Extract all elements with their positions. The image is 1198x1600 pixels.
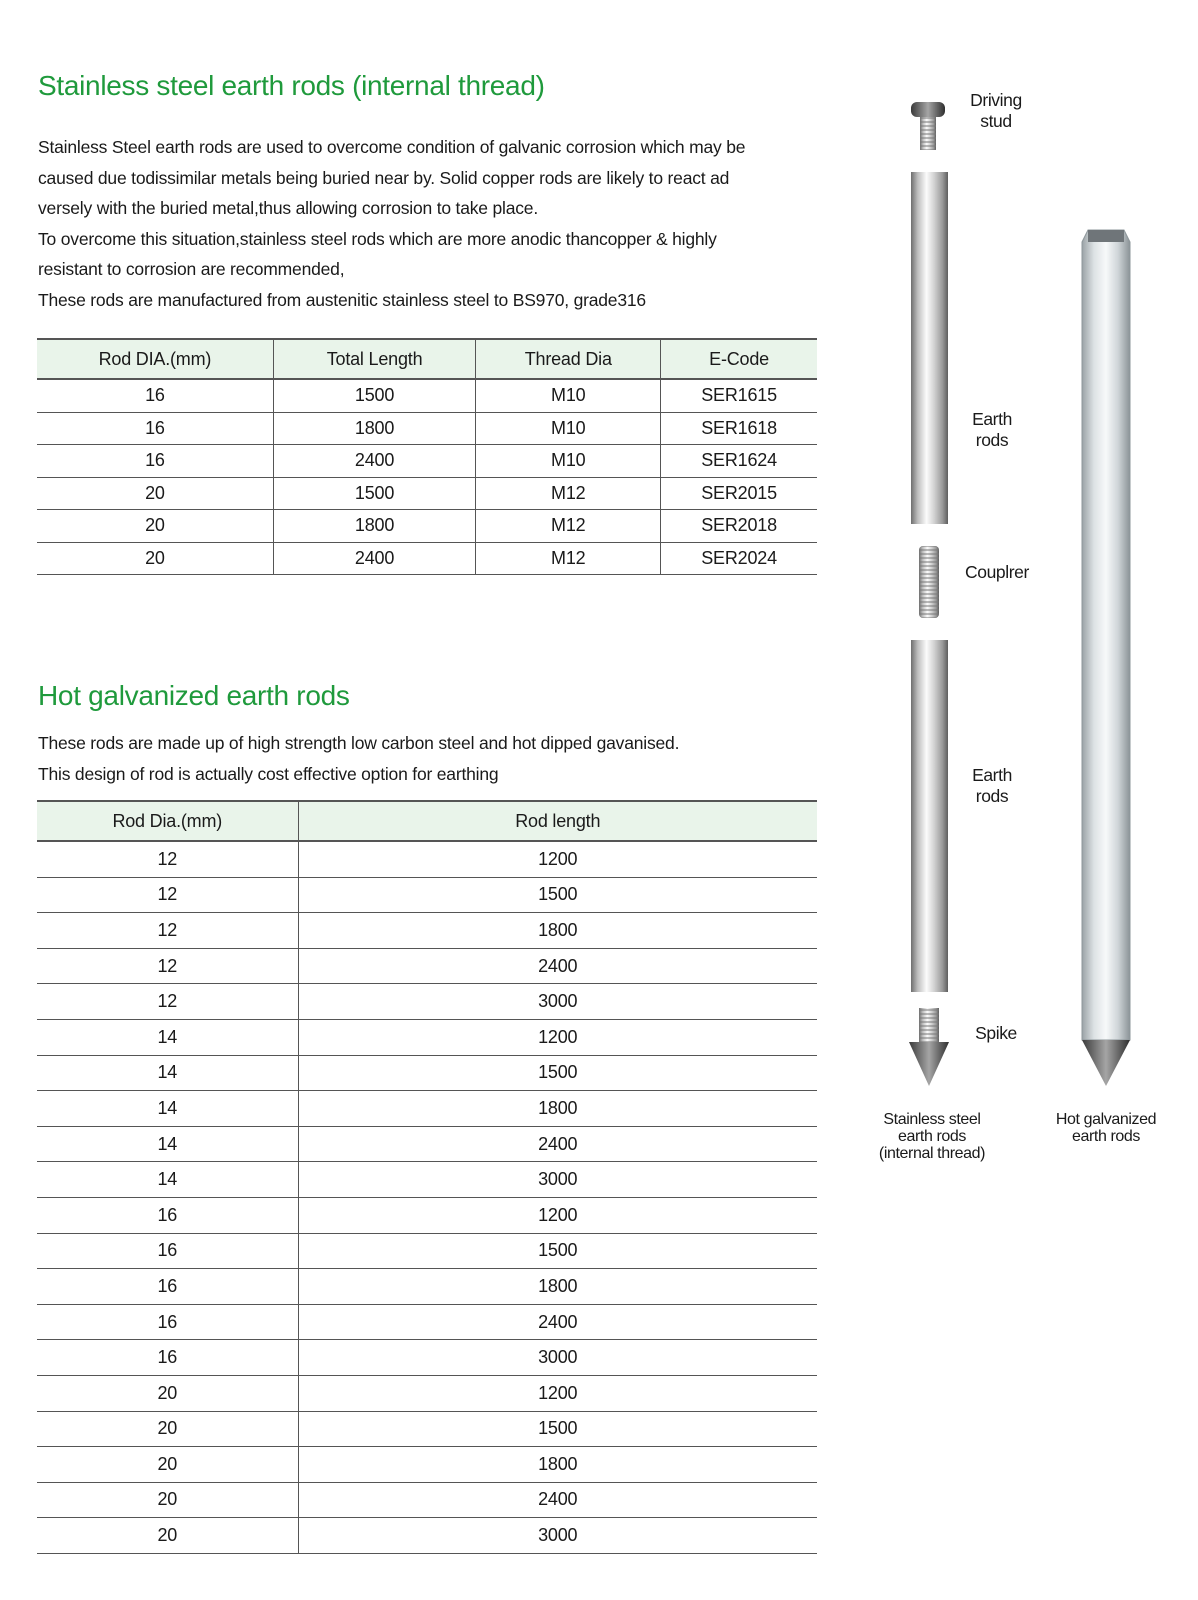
table-row	[37, 913, 817, 949]
table-cell: 14	[37, 1019, 298, 1055]
label-line: Couplrer	[965, 562, 1029, 582]
description-line: This design of rod is actually cost effective option for earthing	[38, 763, 499, 784]
table-header-row	[37, 801, 817, 841]
table-row	[37, 948, 817, 984]
table-cell: 1500	[298, 1411, 817, 1447]
table-row	[37, 510, 817, 543]
header-rod-dia: Rod DIA.(mm)	[37, 339, 273, 379]
description-line: caused due todissimilar metals being buried near by. Solid copper rods are likely to react ad	[38, 167, 730, 188]
table-cell: 1200	[298, 1019, 817, 1055]
earth-rod-icon	[911, 172, 948, 524]
table-cell: 1800	[298, 1269, 817, 1305]
table-row	[37, 1055, 817, 1091]
table-cell: 1800	[298, 913, 817, 949]
table-cell: 2400	[298, 948, 817, 984]
table-cell: 1800	[273, 412, 476, 445]
table-cell: 1500	[298, 1233, 817, 1269]
table-cell: 2400	[298, 1304, 817, 1340]
table-cell: 20	[37, 510, 273, 543]
caption-line: Hot galvanized	[1055, 1111, 1157, 1128]
table-cell: SER1615	[661, 379, 817, 412]
table-cell: 1500	[298, 1055, 817, 1091]
table-cell: 16	[37, 1269, 298, 1305]
header-e-code: E-Code	[661, 339, 817, 379]
driving-stud-icon	[911, 102, 945, 150]
table-cell: 1200	[298, 1197, 817, 1233]
table-cell: 2400	[298, 1126, 817, 1162]
galvanized-rod-icon	[1082, 230, 1130, 1086]
table-cell: 12	[37, 877, 298, 913]
earth-rod-illustration	[860, 80, 1170, 1110]
table-row	[37, 1269, 817, 1305]
label-line: Earth	[972, 765, 1012, 785]
label-line: Driving	[970, 90, 1022, 110]
table-row	[37, 445, 817, 478]
table-cell: 1200	[298, 1375, 817, 1411]
table-cell: 12	[37, 984, 298, 1020]
spike-icon	[909, 1008, 949, 1086]
description-line: Stainless Steel earth rods are used to overcome condition of galvanic corrosion which may be	[38, 137, 746, 157]
table-cell: M10	[476, 445, 661, 478]
galvanized-section-title: Hot galvanized earth rods	[38, 680, 350, 711]
table-cell: 2400	[273, 542, 476, 575]
table-row	[37, 1340, 817, 1376]
table-cell: 1500	[273, 477, 476, 510]
earth-rod-icon	[911, 640, 948, 992]
coupler-label	[955, 562, 1039, 583]
table-header-row	[37, 339, 817, 379]
table-cell: 3000	[298, 984, 817, 1020]
table-row	[37, 477, 817, 510]
table-cell: 14	[37, 1091, 298, 1127]
description-line: versely with the buried metal,thus allowing corrosion to take place.	[38, 198, 538, 218]
table-row	[37, 1411, 817, 1447]
table-cell: SER1618	[661, 412, 817, 445]
table-row	[37, 412, 817, 445]
table-row	[37, 841, 817, 877]
stainless-rods-table	[37, 338, 817, 575]
table-cell: 14	[37, 1162, 298, 1198]
header-rod-length: Rod length	[298, 801, 817, 841]
table-cell: M12	[476, 477, 661, 510]
table-row	[37, 1518, 817, 1554]
table-cell: 2400	[273, 445, 476, 478]
label-line: stud	[980, 111, 1012, 131]
table-cell: 1200	[298, 841, 817, 877]
description-line: These rods are manufactured from austenitic stainless steel to BS970, grade316	[38, 289, 646, 310]
table-cell: 20	[37, 1482, 298, 1518]
header-rod-dia: Rod Dia.(mm)	[37, 801, 298, 841]
spike-label	[964, 1023, 1028, 1044]
table-cell: 20	[37, 1518, 298, 1554]
caption-line: earth rods	[897, 1128, 967, 1145]
table-row	[37, 877, 817, 913]
table-cell: 12	[37, 841, 298, 877]
caption-line: earth rods	[1071, 1128, 1141, 1145]
driving-stud-label	[960, 90, 1032, 132]
stainless-caption	[866, 1111, 998, 1162]
galvanized-rods-table	[37, 800, 817, 1554]
table-row	[37, 1482, 817, 1518]
description-line: To overcome this situation,stainless steel rods which are more anodic thancopper & highly	[38, 228, 717, 249]
table-row	[37, 542, 817, 575]
table-cell: 1500	[298, 877, 817, 913]
header-thread-dia: Thread Dia	[476, 339, 661, 379]
table-cell: M10	[476, 379, 661, 412]
table-row	[37, 1233, 817, 1269]
stainless-section-title: Stainless steel earth rods (internal thread)	[38, 70, 545, 101]
description-line: resistant to corrosion are recommended,	[38, 259, 345, 279]
table-row	[37, 1447, 817, 1483]
table-row	[37, 1091, 817, 1127]
table-cell: 3000	[298, 1162, 817, 1198]
table-cell: 12	[37, 948, 298, 984]
label-line: rods	[975, 430, 1009, 450]
table-row	[37, 1019, 817, 1055]
header-total-length: Total Length	[273, 339, 476, 379]
table-row	[37, 984, 817, 1020]
table-cell: 1800	[273, 510, 476, 543]
table-cell: 16	[37, 1340, 298, 1376]
stainless-description	[38, 132, 816, 315]
table-cell: 16	[37, 1304, 298, 1340]
label-line: rods	[975, 786, 1009, 806]
table-row	[37, 1126, 817, 1162]
table-row	[37, 1304, 817, 1340]
table-cell: 16	[37, 1197, 298, 1233]
table-cell: 3000	[298, 1340, 817, 1376]
table-cell: SER1624	[661, 445, 817, 478]
table-row	[37, 1375, 817, 1411]
table-cell: 16	[37, 379, 273, 412]
earth-rods-label	[962, 409, 1022, 451]
galvanized-caption	[1042, 1111, 1170, 1145]
table-cell: 1800	[298, 1447, 817, 1483]
caption-line: (internal thread)	[878, 1145, 986, 1162]
galvanized-description	[38, 728, 816, 789]
table-cell: 16	[37, 412, 273, 445]
table-cell: SER2018	[661, 510, 817, 543]
table-cell: 16	[37, 445, 273, 478]
table-row	[37, 1162, 817, 1198]
table-cell: M12	[476, 510, 661, 543]
description-line: These rods are made up of high strength low carbon steel and hot dipped gavanised.	[38, 733, 680, 753]
table-cell: SER2015	[661, 477, 817, 510]
table-cell: 3000	[298, 1518, 817, 1554]
earth-rods-label	[962, 765, 1022, 807]
table-cell: 1800	[298, 1091, 817, 1127]
table-cell: 20	[37, 542, 273, 575]
table-cell: 12	[37, 913, 298, 949]
table-cell: SER2024	[661, 542, 817, 575]
label-line: Earth	[972, 409, 1012, 429]
table-cell: 1500	[273, 379, 476, 412]
table-cell: 14	[37, 1055, 298, 1091]
table-row	[37, 1197, 817, 1233]
table-cell: 2400	[298, 1482, 817, 1518]
table-cell: M10	[476, 412, 661, 445]
table-cell: 14	[37, 1126, 298, 1162]
table-row	[37, 379, 817, 412]
label-line: Spike	[975, 1023, 1017, 1043]
coupler-icon	[919, 546, 939, 618]
table-cell: 20	[37, 1375, 298, 1411]
table-cell: 20	[37, 477, 273, 510]
table-cell: 20	[37, 1411, 298, 1447]
table-cell: 20	[37, 1447, 298, 1483]
caption-line: Stainless steel	[883, 1111, 981, 1128]
table-cell: M12	[476, 542, 661, 575]
table-cell: 16	[37, 1233, 298, 1269]
